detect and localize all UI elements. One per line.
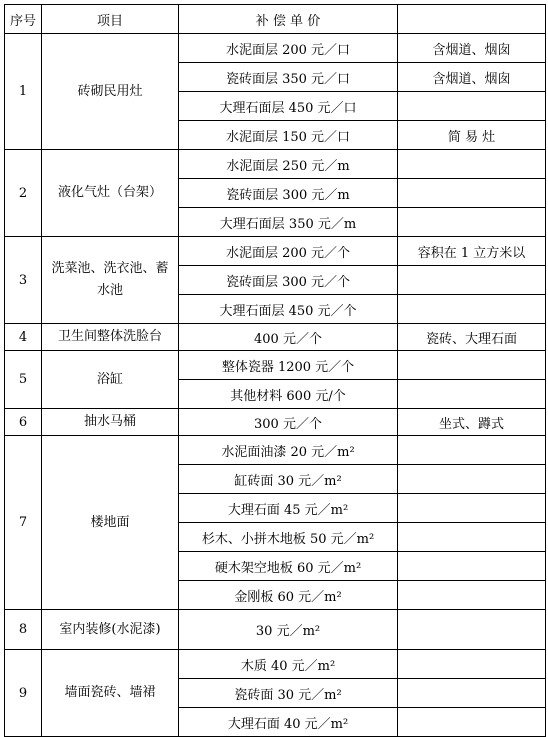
cell-item: 液化气灶（台架） [42,150,179,237]
cell-item: 洗菜池、洗衣池、蓄水池 [42,237,179,324]
cell-note [398,380,546,409]
cell-price: 瓷砖面 30 元／m² [179,679,398,708]
cell-no: 9 [5,650,42,737]
cell-price: 水泥面层 150 元／口 [179,121,398,150]
table-row [5,237,546,266]
cell-note: 简 易 灶 [398,121,546,150]
cell-no: 3 [5,237,42,324]
cell-item: 楼地面 [42,436,179,610]
cell-note [398,552,546,581]
cell-price: 300 元／个 [179,409,398,436]
cell-note [398,295,546,324]
cell-price: 水泥面层 200 元／口 [179,34,398,63]
cell-price: 30 元／m² [179,610,398,650]
cell-note [398,150,546,179]
cell-note [398,266,546,295]
cell-price: 瓷砖面层 300 元／m [179,179,398,208]
cell-price: 水泥面层 200 元／个 [179,237,398,266]
table-row [5,34,546,63]
cell-note [398,708,546,737]
table-row [5,150,546,179]
cell-note [398,351,546,380]
cell-price: 水泥面油漆 20 元／m² [179,436,398,465]
cell-note: 瓷砖、大理石面 [398,324,546,351]
cell-item: 浴缸 [42,351,179,409]
table-row [5,351,546,380]
table-row [5,610,546,650]
cell-no: 5 [5,351,42,409]
cell-price: 大理石面层 450 元／个 [179,295,398,324]
cell-price: 大理石面 45 元／m² [179,494,398,523]
cell-note: 含烟道、烟囱 [398,63,546,92]
cell-note [398,208,546,237]
cell-note: 含烟道、烟囱 [398,34,546,63]
cell-no: 6 [5,409,42,436]
cell-price: 缸砖面 30 元／m² [179,465,398,494]
cell-no: 1 [5,34,42,150]
cell-price: 整体瓷器 1200 元／个 [179,351,398,380]
cell-price: 其他材料 600 元/个 [179,380,398,409]
cell-note [398,179,546,208]
table-row [5,436,546,465]
header-no: 序号 [5,5,42,34]
cell-note [398,679,546,708]
cell-note [398,581,546,610]
cell-note: 容积在 1 立方米以 [398,237,546,266]
cell-price: 大理石面层 350 元／m [179,208,398,237]
header-price: 补 偿 单 价 [179,5,398,34]
cell-price: 大理石面 40 元／m² [179,708,398,737]
cell-no: 8 [5,610,42,650]
cell-no: 4 [5,324,42,351]
cell-price: 杉木、小拼木地板 50 元／m² [179,523,398,552]
table-row [5,324,546,351]
cell-note: 坐式、蹲式 [398,409,546,436]
cell-price: 木质 40 元／m² [179,650,398,679]
cell-item: 室内装修(水泥漆) [42,610,179,650]
cell-note [398,610,546,650]
cell-price: 瓷砖面层 350 元／口 [179,63,398,92]
cell-note [398,523,546,552]
cell-no: 7 [5,436,42,610]
cell-note [398,494,546,523]
cell-price: 硬木架空地板 60 元／m² [179,552,398,581]
cell-note [398,650,546,679]
header-item: 项目 [42,5,179,34]
cell-item: 砖砌民用灶 [42,34,179,150]
cell-item: 卫生间整体洗脸台 [42,324,179,351]
cell-price: 400 元／个 [179,324,398,351]
header-note [398,5,546,34]
table-row [5,650,546,679]
cell-price: 水泥面层 250 元／m [179,150,398,179]
cell-price: 大理石面层 450 元／口 [179,92,398,121]
cell-note [398,436,546,465]
cell-item: 墙面瓷砖、墙裙 [42,650,179,737]
table-row [5,409,546,436]
cell-no: 2 [5,150,42,237]
header-row [5,5,546,34]
cell-note [398,92,546,121]
cell-note [398,465,546,494]
cell-price: 金刚板 60 元／m² [179,581,398,610]
table-body [5,34,546,737]
cell-price: 瓷砖面层 300 元／个 [179,266,398,295]
cell-item: 抽水马桶 [42,409,179,436]
compensation-table [4,4,546,737]
